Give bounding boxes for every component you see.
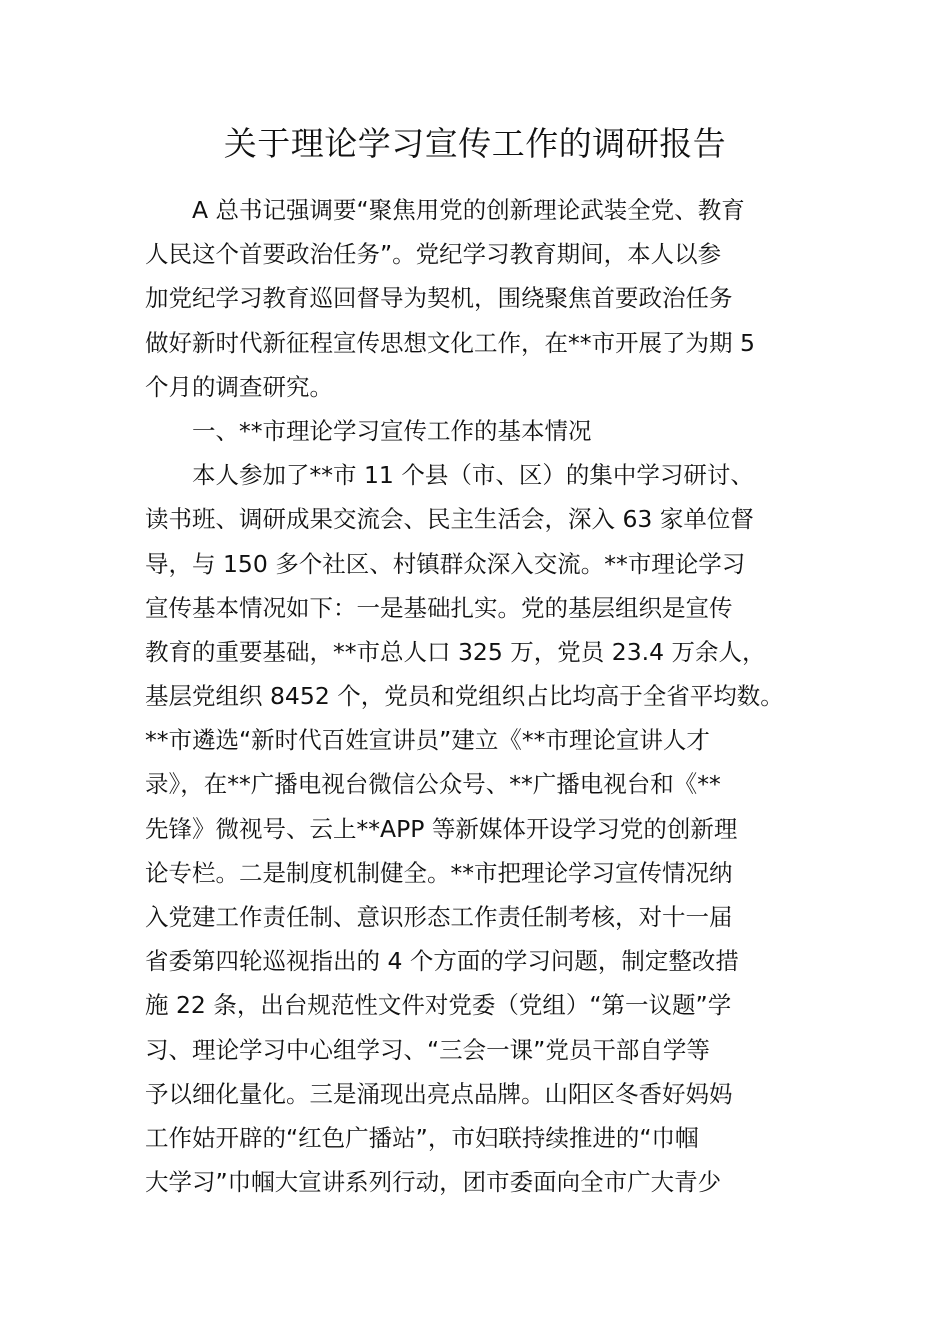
text-line: 录》，在**广播电视台微信公众号、**广播电视台和《** — [145, 770, 721, 799]
text-line: 工作姑开辟的“红色广播站”，市妇联持续推进的“巾帼 — [145, 1123, 699, 1152]
text-line: 一、**市理论学习宣传工作的基本情况 — [192, 416, 592, 445]
text-line: 个月的调查研究。 — [145, 372, 333, 401]
text-line: **市遴选“新时代百姓宣讲员”建立《**市理论宣讲人才 — [145, 726, 710, 755]
text-line: 宣传基本情况如下：一是基础扎实。党的基层组织是宣传 — [145, 593, 733, 622]
text-line: 习、理论学习中心组学习、“三会一课”党员干部自学等 — [145, 1035, 710, 1064]
text-line: 做好新时代新征程宣传思想文化工作，在**市开展了为期 5 — [145, 328, 755, 357]
document-body — [145, 188, 835, 1204]
text-line: 先锋》微视号、云上**APP 等新媒体开设学习党的创新理 — [145, 814, 738, 843]
text-line: 论专栏。二是制度机制健全。**市把理论学习宣传情况纳 — [145, 858, 733, 887]
text-line: 加党纪学习教育巡回督导为契机，围绕聚焦首要政治任务 — [145, 284, 733, 313]
text-line: 大学习”巾帼大宣讲系列行动，团市委面向全市广大青少 — [145, 1168, 722, 1197]
text-line: 人民这个首要政治任务”。党纪学习教育期间，本人以参 — [145, 240, 722, 269]
text-line: 本人参加了**市 11 个县（市、区）的集中学习研讨、 — [192, 461, 754, 490]
text-line: 导，与 150 多个社区、村镇群众深入交流。**市理论学习 — [145, 549, 746, 578]
text-line: 施 22 条，出台规范性文件对党委（党组）“第一议题”学 — [145, 991, 732, 1020]
text-line: A 总书记强调要“聚焦用党的创新理论武装全党、教育 — [192, 196, 745, 224]
text-line: 基层党组织 8452 个，党员和党组织占比均高于全省平均数。 — [145, 682, 784, 711]
text-line: 予以细化量化。三是涌现出亮点品牌。山阳区冬香好妈妈 — [145, 1079, 733, 1108]
text-line: 读书班、调研成果交流会、民主生活会，深入 63 家单位督 — [145, 505, 754, 534]
text-line: 省委第四轮巡视指出的 4 个方面的学习问题，制定整改措 — [145, 947, 739, 976]
document-title: 关于理论学习宣传工作的调研报告 — [223, 124, 727, 163]
text-line: 教育的重要基础，**市总人口 325 万，党员 23.4 万余人， — [145, 637, 766, 666]
text-line: 入党建工作责任制、意识形态工作责任制考核，对十一届 — [145, 903, 733, 931]
